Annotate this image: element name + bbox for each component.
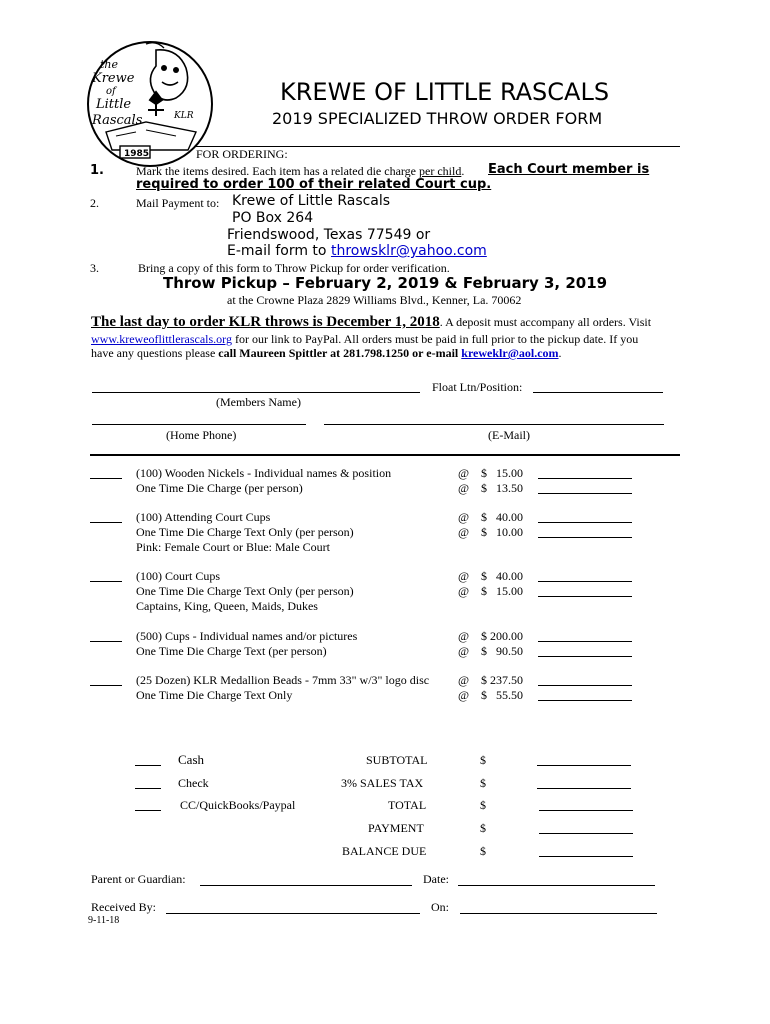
item-price: $ 55.50 — [481, 688, 523, 702]
item-price: $ 15.00 — [481, 584, 523, 598]
mail-payment-label: Mail Payment to: — [136, 196, 220, 210]
ordering-heading: FOR ORDERING: — [196, 147, 288, 161]
dollar-sign: $ — [480, 821, 486, 835]
email-field[interactable] — [324, 424, 664, 425]
item-desc-line: One Time Die Charge Text Only (per person) — [136, 584, 354, 598]
step-1-bold-a: Each Court member is — [488, 162, 650, 177]
item-price: $ 10.00 — [481, 525, 523, 539]
item-qty-field[interactable] — [90, 641, 122, 642]
at-symbol: @ — [458, 629, 470, 643]
notice-line-1: The last day to order KLR throws is December 1, 2018. A deposit must accompany all orders. Visit — [91, 314, 652, 330]
logo-line4: Little — [96, 97, 132, 112]
item-amount-field[interactable] — [538, 596, 632, 597]
item-amount-field[interactable] — [538, 478, 632, 479]
item-amount-field[interactable] — [538, 522, 632, 523]
step-3-number: 3. — [90, 261, 99, 275]
throws-email-link[interactable]: throwsklr@yahoo.com — [330, 243, 487, 259]
payment-cash-label: Cash — [178, 752, 204, 767]
address-line-3: Friendswood, Texas 77549 or — [227, 227, 431, 243]
item-qty-field[interactable] — [90, 581, 122, 582]
form-subtitle: 2019 SPECIALIZED THROW ORDER FORM — [272, 109, 603, 128]
parent-guardian-field[interactable] — [200, 885, 412, 886]
step-1-text: Mark the items desired. Each item has a related die charge per child. — [136, 164, 465, 178]
dollar-sign: $ — [480, 776, 486, 790]
form-revision-code: 9-11-18 — [88, 915, 120, 926]
at-symbol: @ — [458, 644, 470, 658]
at-symbol: @ — [458, 481, 470, 495]
item-price: $ 40.00 — [481, 569, 523, 583]
sales-tax-field[interactable] — [537, 788, 631, 789]
subtotal-field[interactable] — [537, 765, 631, 766]
item-amount-field[interactable] — [538, 656, 632, 657]
address-line-4: E-mail form to throwsklr@yahoo.com — [227, 243, 487, 259]
item-desc-line: (100) Court Cups — [136, 569, 220, 583]
item-price: $ 15.00 — [481, 466, 523, 480]
subtotal-label: SUBTOTAL — [366, 753, 428, 767]
at-symbol: @ — [458, 569, 470, 583]
at-symbol: @ — [458, 466, 470, 480]
dollar-sign: $ — [480, 844, 486, 858]
item-qty-field[interactable] — [90, 522, 122, 523]
item-amount-field[interactable] — [538, 493, 632, 494]
payment-label: PAYMENT — [368, 821, 424, 835]
payment-cc-label: CC/QuickBooks/Paypal — [180, 798, 296, 812]
on-date-field[interactable] — [460, 913, 657, 914]
logo-year: 1985 — [124, 149, 150, 159]
float-position-label: Float Ltn/Position: — [432, 380, 523, 394]
item-price: $ 13.50 — [481, 481, 523, 495]
check-checkbox[interactable] — [135, 788, 161, 789]
balance-due-field[interactable] — [539, 856, 633, 857]
item-desc-line: (100) Attending Court Cups — [136, 510, 271, 524]
item-amount-field[interactable] — [538, 641, 632, 642]
members-name-label: (Members Name) — [216, 395, 301, 409]
item-desc-line: One Time Die Charge Text Only (per person) — [136, 525, 354, 539]
item-qty-field[interactable] — [90, 478, 122, 479]
email-label: (E-Mail) — [488, 428, 530, 442]
home-phone-label: (Home Phone) — [166, 428, 237, 442]
item-desc-line: Pink: Female Court or Blue: Male Court — [136, 540, 330, 554]
krewe-logo — [86, 40, 214, 168]
item-price: $ 90.50 — [481, 644, 523, 658]
order-deadline: The last day to order KLR throws is December 1, 2018 — [91, 314, 440, 330]
received-by-label: Received By: — [91, 900, 156, 914]
step-1-bold-b: required to order 100 of their related Court cup. — [136, 177, 492, 192]
total-label: TOTAL — [388, 798, 427, 812]
item-desc-line: (500) Cups - Individual names and/or pictures — [136, 629, 358, 643]
item-desc-line: One Time Die Charge Text (per person) — [136, 644, 327, 658]
address-line-1: Krewe of Little Rascals — [232, 193, 391, 209]
item-price: $ 237.50 — [481, 673, 523, 687]
contact-email-link[interactable]: kreweklr@aol.com — [461, 346, 559, 360]
logo-line5: Rascals — [92, 113, 143, 128]
received-by-field[interactable] — [166, 913, 420, 914]
payment-check-label: Check — [178, 776, 209, 790]
step-3-text: Bring a copy of this form to Throw Pickup for order verification. — [138, 261, 450, 275]
at-symbol: @ — [458, 525, 470, 539]
item-qty-field[interactable] — [90, 685, 122, 686]
pickup-location: at the Crowne Plaza 2829 Williams Blvd., Kenner, La. 70062 — [227, 293, 522, 307]
total-field[interactable] — [539, 810, 633, 811]
cc-checkbox[interactable] — [135, 810, 161, 811]
step-1-number: 1. — [90, 163, 104, 178]
at-symbol: @ — [458, 673, 470, 687]
logo-initials: KLR — [174, 111, 194, 121]
payment-field[interactable] — [539, 833, 633, 834]
item-amount-field[interactable] — [538, 581, 632, 582]
item-price: $ 40.00 — [481, 510, 523, 524]
logo-line3: of — [106, 86, 116, 97]
at-symbol: @ — [458, 584, 470, 598]
date-field[interactable] — [458, 885, 655, 886]
item-desc-line: Captains, King, Queen, Maids, Dukes — [136, 599, 318, 613]
members-name-field[interactable] — [92, 392, 420, 393]
item-price: $ 200.00 — [481, 629, 523, 643]
date-label: Date: — [423, 872, 449, 886]
notice-line-3: have any questions please call Maureen Spittler at 281.798.1250 or e-mail kreweklr@aol.com. — [91, 346, 562, 360]
cash-checkbox[interactable] — [135, 765, 161, 766]
item-desc-line: (100) Wooden Nickels - Individual names & position — [136, 466, 392, 480]
section-divider — [90, 454, 680, 456]
dollar-sign: $ — [480, 753, 486, 767]
item-amount-field[interactable] — [538, 700, 632, 701]
step-2-number: 2. — [90, 196, 99, 210]
at-symbol: @ — [458, 510, 470, 524]
float-position-field[interactable] — [533, 392, 663, 393]
sales-tax-label: 3% SALES TAX — [341, 776, 424, 790]
parent-guardian-label: Parent or Guardian: — [91, 872, 186, 886]
item-amount-field[interactable] — [538, 685, 632, 686]
website-link[interactable]: www.kreweoflittlerascals.org — [91, 332, 232, 346]
on-label: On: — [431, 900, 449, 914]
address-line-2: PO Box 264 — [232, 210, 314, 226]
notice-line-2: www.kreweoflittlerascals.org for our link to PayPal. All orders must be paid in full prior to the pickup date. If you — [91, 332, 639, 346]
logo-line2: Krewe — [92, 71, 135, 86]
logo-line1: the — [100, 58, 119, 71]
item-desc-line: One Time Die Charge (per person) — [136, 481, 303, 495]
home-phone-field[interactable] — [92, 424, 306, 425]
at-symbol: @ — [458, 688, 470, 702]
item-desc-line: (25 Dozen) KLR Medallion Beads - 7mm 33" w/3" logo disc — [136, 673, 430, 687]
balance-due-label: BALANCE DUE — [342, 844, 427, 858]
form-title: KREWE OF LITTLE RASCALS — [280, 78, 610, 106]
item-desc-line: One Time Die Charge Text Only — [136, 688, 293, 702]
dollar-sign: $ — [480, 798, 486, 812]
pickup-title: Throw Pickup – February 2, 2019 & February 3, 2019 — [163, 274, 608, 292]
item-amount-field[interactable] — [538, 537, 632, 538]
